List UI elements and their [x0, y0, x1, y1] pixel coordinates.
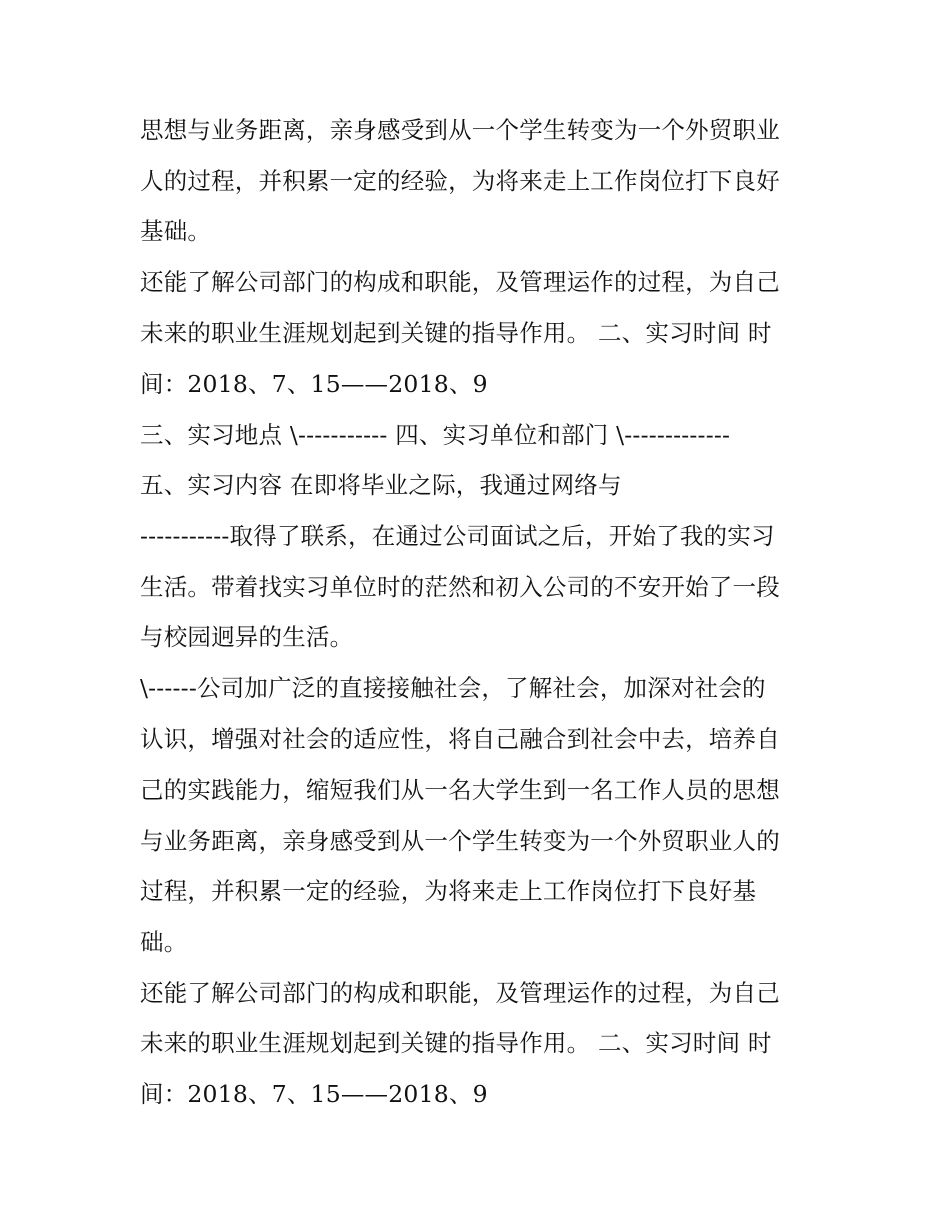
text-line: 思想与业务距离，亲身感受到从一个学生转变为一个外贸职业 [140, 116, 780, 144]
text-line: 过程，并积累一定的经验，为将来走上工作岗位打下良好基 [140, 877, 757, 905]
text-line: 人的过程，并积累一定的经验，为将来走上工作岗位打下良好 [140, 167, 780, 195]
text-line: 生活。带着找实习单位时的茫然和初入公司的不安开始了一段 [140, 573, 780, 601]
text-line: 还能了解公司部门的构成和职能，及管理运作的过程，为自己 [140, 979, 780, 1007]
text-line: 认识，增强对社会的适应性，将自己融合到社会中去，培养自 [140, 725, 780, 753]
text-line: 与校园迥异的生活。 [140, 623, 354, 651]
text-line: 还能了解公司部门的构成和职能，及管理运作的过程，为自己 [140, 268, 780, 296]
text-line: 未来的职业生涯规划起到关键的指导作用。 二、实习时间 时 [140, 1029, 772, 1057]
text-line: \------公司加广泛的直接接触社会，了解社会，加深对社会的 [140, 674, 766, 702]
text-line: 三、实习地点 \----------- 四、实习单位和部门 \------------- [140, 421, 731, 449]
text-line: 间：2018、7、15——2018、9 [140, 1080, 488, 1108]
text-line: 未来的职业生涯规划起到关键的指导作用。 二、实习时间 时 [140, 319, 772, 347]
text-line: 基础。 [140, 217, 212, 245]
text-line: 己的实践能力，缩短我们从一名大学生到一名工作人员的思想 [140, 776, 780, 804]
text-line: 间：2018、7、15——2018、9 [140, 370, 488, 398]
text-line: 础。 [140, 928, 188, 956]
text-line: 与业务距离，亲身感受到从一个学生转变为一个外贸职业人的 [140, 827, 780, 855]
text-line: 五、实习内容 在即将毕业之际，我通过网络与 [140, 471, 622, 499]
text-line: -----------取得了联系，在通过公司面试之后，开始了我的实习 [140, 522, 775, 550]
